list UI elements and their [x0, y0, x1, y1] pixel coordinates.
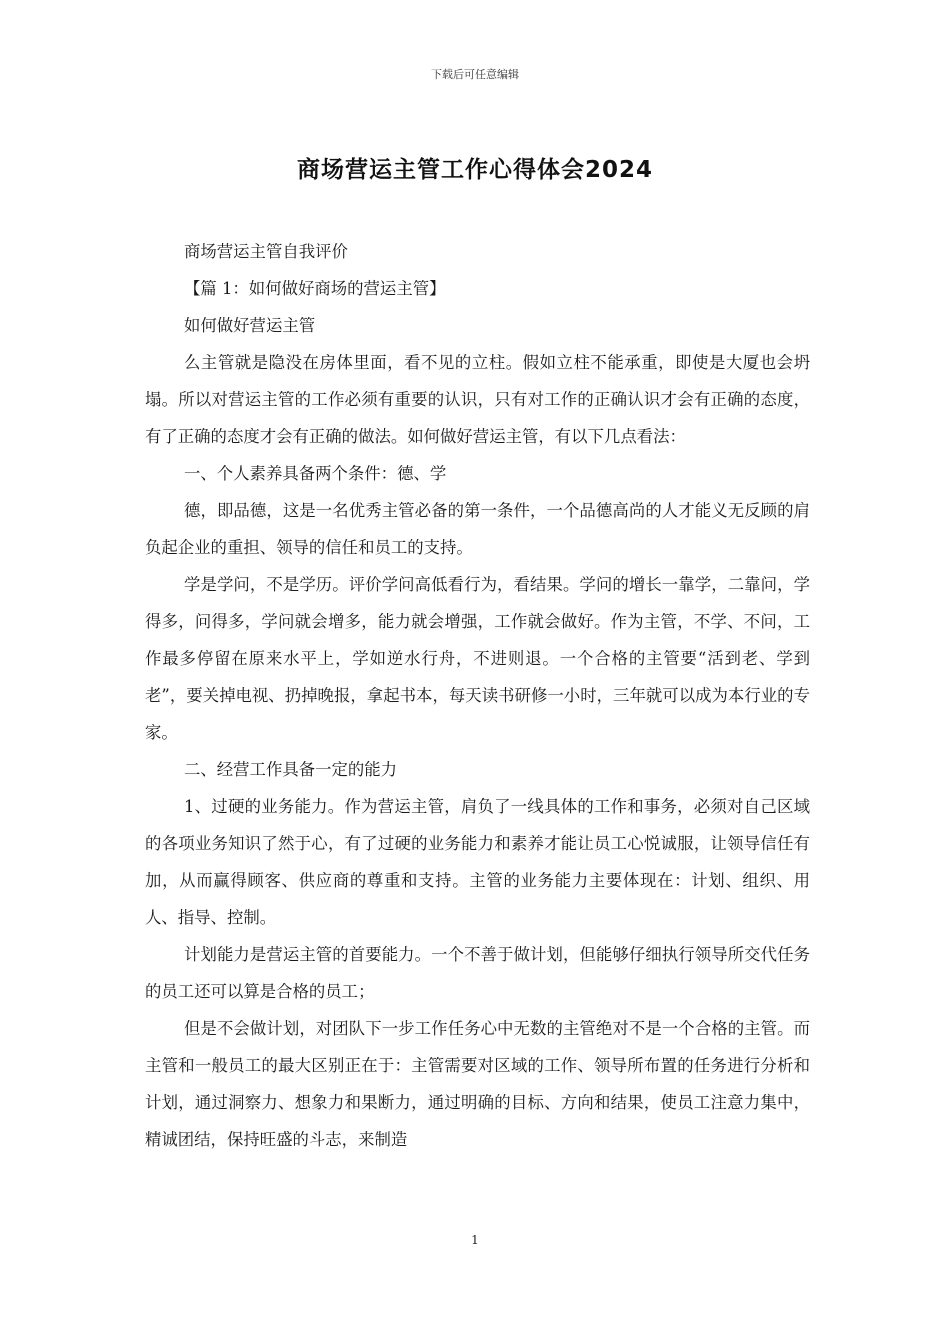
paragraph-section-heading: 【篇 1：如何做好商场的营运主管】 — [184, 279, 446, 298]
paragraph-heading: 如何做好营运主管 — [184, 316, 316, 335]
paragraph-point-heading: 一、个人素养具备两个条件：德、学 — [184, 464, 447, 483]
paragraph: 计划能力是营运主管的首要能力。一个不善于做计划，但能够仔细执行领导所交代任务的员工还可以算是合格的员工； — [145, 945, 810, 1001]
document-title: 商场营运主管工作心得体会2024 — [296, 157, 653, 183]
paragraph: 么主管就是隐没在房体里面，看不见的立柱。假如立柱不能承重，即使是大厦也会坍塌。所以对营运主管的工作必须有重要的认识，只有对工作的正确认识才会有正确的态度，有了正确的态度才会有正确的做法。如何做好营运主管，有以下几点看法： — [145, 353, 810, 446]
page-number: 1 — [471, 1233, 479, 1247]
paragraph: 德，即品德，这是一名优秀主管必备的第一条件，一个品德高尚的人才能义无反顾的肩负起企业的重担、领导的信任和员工的支持。 — [145, 501, 810, 557]
paragraph: 学是学问，不是学历。评价学问高低看行为，看结果。学问的增长一靠学，二靠问，学得多，问得多，学问就会增多，能力就会增强，工作就会做好。作为主管，不学、不问，工作最多停留在原来水平上，学如逆水行舟，不进则退。一个合格的主管要“活到老、学到老”，要关掉电视、扔掉晚报，拿起书本，每天读书研修一小时，三年就可以成为本行业的专家。 — [145, 575, 810, 742]
paragraph-subtitle: 商场营运主管自我评价 — [184, 242, 348, 261]
document-body — [145, 233, 810, 1158]
page-header-note: 下载后可任意编辑 — [431, 68, 519, 81]
paragraph: 但是不会做计划，对团队下一步工作任务心中无数的主管绝对不是一个合格的主管。而主管和一般员工的最大区别正在于：主管需要对区域的工作、领导所布置的任务进行分析和计划，通过洞察力、想象力和果断力，通过明确的目标、方向和结果，使员工注意力集中，精诚团结，保持旺盛的斗志，来制造 — [145, 1019, 810, 1149]
paragraph-point-heading: 二、经营工作具备一定的能力 — [184, 760, 398, 779]
paragraph: 1、过硬的业务能力。作为营运主管，肩负了一线具体的工作和事务，必须对自己区域的各项业务知识了然于心，有了过硬的业务能力和素养才能让员工心悦诚服，让领导信任有加，从而赢得顾客、供应商的尊重和支持。主管的业务能力主要体现在：计划、组织、用人、指导、控制。 — [145, 797, 810, 927]
